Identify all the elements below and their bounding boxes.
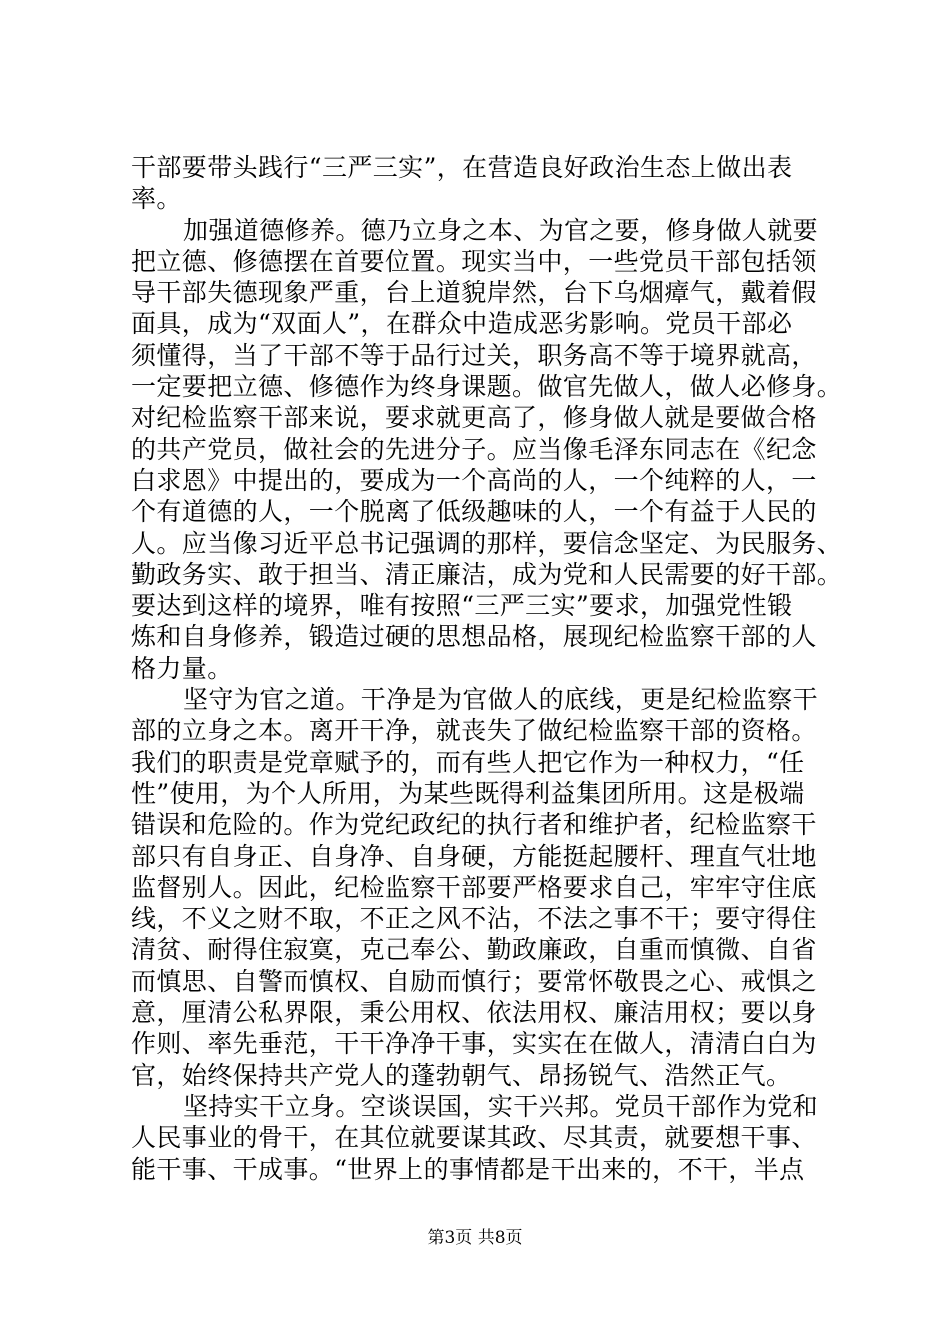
text-line: 部的立身之本。离开干净，就丧失了做纪检监察干部的资格。 bbox=[131, 716, 817, 746]
text-line: 线，不义之财不取，不正之风不沾，不法之事不干；要守得住 bbox=[131, 904, 817, 934]
paragraph-first-line: 加强道德修养。德乃立身之本、为官之要，修身做人就要 bbox=[183, 215, 819, 245]
text-line: 的共产党员，做社会的先进分子。应当像毛泽东同志在《纪念 bbox=[131, 434, 817, 464]
paragraph-first-line: 坚守为官之道。干净是为官做人的底线，更是纪检监察干 bbox=[183, 685, 819, 715]
text-line: 我们的职责是党章赋予的，而有些人把它作为一种权力，“任 bbox=[131, 747, 805, 777]
text-line: 格力量。 bbox=[131, 653, 233, 683]
text-line: 意，厘清公私界限，秉公用权、依法用权、廉洁用权；要以身 bbox=[131, 998, 817, 1028]
text-line: 个有道德的人，一个脱离了低级趣味的人，一个有益于人民的 bbox=[131, 497, 817, 527]
text-line: 白求恩》中提出的，要成为一个高尚的人，一个纯粹的人，一 bbox=[131, 465, 817, 495]
text-line: 作则、率先垂范，干干净净干事，实实在在做人，清清白白为 bbox=[131, 1029, 817, 1059]
text-line: 一定要把立德、修德作为终身课题。做官先做人，做人必修身。 bbox=[131, 372, 843, 402]
text-line: 人。应当像习近平总书记强调的那样，要信念坚定、为民服务、 bbox=[131, 528, 843, 558]
page-number-footer: 第3页 共8页 bbox=[427, 1228, 523, 1248]
text-line: 而慎思、自警而慎权、自励而慎行；要常怀敬畏之心、戒惧之 bbox=[131, 966, 817, 996]
text-line: 官，始终保持共产党人的蓬勃朝气、昂扬锐气、浩然正气。 bbox=[131, 1060, 792, 1090]
text-line: 须懂得，当了干部不等于品行过关，职务高不等于境界就高， bbox=[131, 340, 817, 370]
paragraph-first-line: 坚持实干立身。空谈误国，实干兴邦。党员干部作为党和 bbox=[183, 1091, 819, 1121]
text-line: 错误和危险的。作为党纪政纪的执行者和维护者，纪检监察干 bbox=[131, 810, 817, 840]
text-line: 导干部失德现象严重，台上道貌岸然，台下乌烟瘴气，戴着假 bbox=[131, 278, 817, 308]
text-line: 把立德、修德摆在首要位置。现实当中，一些党员干部包括领 bbox=[131, 246, 817, 276]
text-line: 炼和自身修养，锻造过硬的思想品格，展现纪检监察干部的人 bbox=[131, 622, 817, 652]
text-line: 性”使用，为个人所用，为某些既得利益集团所用。这是极端 bbox=[131, 778, 805, 808]
text-line: 对纪检监察干部来说，要求就更高了，修身做人就是要做合格 bbox=[131, 403, 817, 433]
text-line: 干部要带头践行“三严三实”，在营造良好政治生态上做出表 bbox=[131, 153, 793, 182]
text-line: 监督别人。因此，纪检监察干部要严格要求自己，牢牢守住底 bbox=[131, 872, 817, 902]
text-line: 清贫、耐得住寂寞，克己奉公、勤政廉政，自重而慎微、自省 bbox=[131, 935, 817, 965]
text-line: 率。 bbox=[131, 184, 182, 214]
text-line: 人民事业的骨干，在其位就要谋其政、尽其责，就要想干事、 bbox=[131, 1123, 817, 1153]
text-line: 要达到这样的境界，唯有按照“三严三实”要求，加强党性锻 bbox=[131, 591, 793, 621]
text-line: 能干事、干成事。“世界上的事情都是干出来的，不干，半点 bbox=[131, 1154, 805, 1184]
document-body bbox=[131, 152, 843, 1185]
text-line: 部只有自身正、自身净、自身硬，方能挺起腰杆、理直气壮地 bbox=[131, 841, 817, 871]
text-line: 勤政务实、敢于担当、清正廉洁，成为党和人民需要的好干部。 bbox=[131, 559, 843, 589]
text-line: 面具，成为“双面人”，在群众中造成恶劣影响。党员干部必 bbox=[131, 309, 793, 339]
